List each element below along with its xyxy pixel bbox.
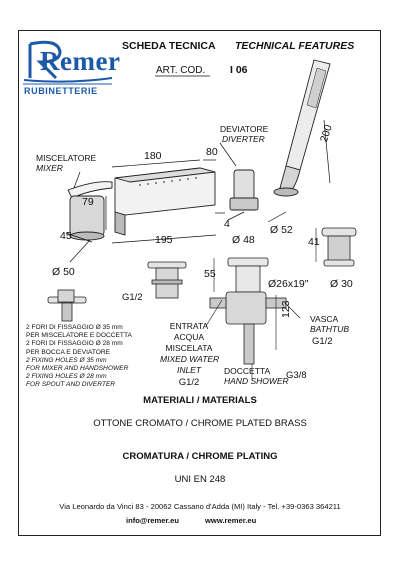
mixer-drawing [68,182,112,240]
detail-center-part [148,262,186,298]
dim-80: 80 [206,146,218,158]
label-bathtub: BATHTUB [310,324,350,334]
footer-web[interactable]: www.remer.eu [205,516,257,525]
detail-right-part [316,228,356,266]
dim-41: 41 [308,236,320,248]
dim-123: 123 [280,300,292,318]
label-entrata: ENTRATA [169,321,209,331]
brand-name: Remer [40,46,121,76]
label-g12-inlet: G1/2 [178,377,200,388]
label-miscelatore: MISCELATORE [36,153,97,163]
art-label: ART. COD. [156,65,206,76]
dim-52: Ø 52 [270,224,293,236]
label-acqua: ACQUA [173,332,205,342]
dim-180: 180 [144,150,162,162]
plating-standard: UNI EN 248 [174,474,226,485]
dim-26: Ø26x19" [268,278,309,290]
header-technical: TECHNICAL FEATURES [235,40,355,52]
label-inlet: INLET [176,365,202,375]
note-line: FOR SPOUT AND DIVERTER [26,381,116,389]
dim-48: Ø 48 [232,234,255,246]
materials-heading: MATERIALI / MATERIALS [143,395,257,406]
dim-200: 200 [318,123,335,144]
label-doccetta: DOCCETTA [224,366,271,376]
note-line: 2 FORI DI FISSAGGIO Ø 35 mm [26,324,123,331]
label-diverter: DIVERTER [222,134,265,144]
diverter-drawing [230,170,258,210]
footer-email[interactable]: info@remer.eu [126,516,179,525]
note-line: PER BOCCA E DEVIATORE [26,348,111,356]
dim-30: Ø 30 [330,278,353,290]
detail-diverter-body [210,258,286,364]
dim-45: 45 [60,230,72,242]
dim-50: Ø 50 [52,266,75,278]
label-deviatore: DEVIATORE [220,124,269,134]
dim-4: 4 [224,218,230,230]
plating-heading: CROMATURA / CHROME PLATING [122,451,278,462]
label-mixer: MIXER [36,163,63,173]
note-line: FOR MIXER AND HANDSHOWER [26,365,129,373]
footer-address: Via Leonardo da Vinci 83 - 20062 Cassano d'Adda (MI) Italy - Tel. +39-0363 364211 [59,502,341,511]
note-line: 2 FIXING HOLES Ø 28 mm [26,373,107,381]
fixing-notes [26,324,132,390]
label-g12-left: G1/2 [122,292,143,303]
label-mixed-water: MIXED WATER [160,354,220,364]
label-g12-bath: G1/2 [312,336,333,347]
label-g38: G3/8 [286,370,307,381]
dim-79: 79 [82,196,94,208]
label-hand-shower: HAND SHOWER [224,376,289,386]
label-vasca: VASCA [310,314,339,324]
header-scheda: SCHEDA TECNICA [122,40,216,52]
art-code: I 06 [230,64,248,76]
brand-subtitle: RUBINETTERIE [24,86,98,96]
note-line: 2 FORI DI FISSAGGIO Ø 28 mm [26,340,123,348]
note-line: 2 FIXING HOLES Ø 35 mm [26,356,107,364]
detail-left-part [48,290,86,321]
note-line: PER MISCELATORE E DOCCETTA [26,332,132,340]
dim-195: 195 [155,234,173,246]
material-value: OTTONE CROMATO / CHROME PLATED BRASS [93,418,307,429]
spout-drawing [115,168,215,235]
label-miscelata: MISCELATA [165,343,213,353]
dim-55: 55 [204,268,216,280]
